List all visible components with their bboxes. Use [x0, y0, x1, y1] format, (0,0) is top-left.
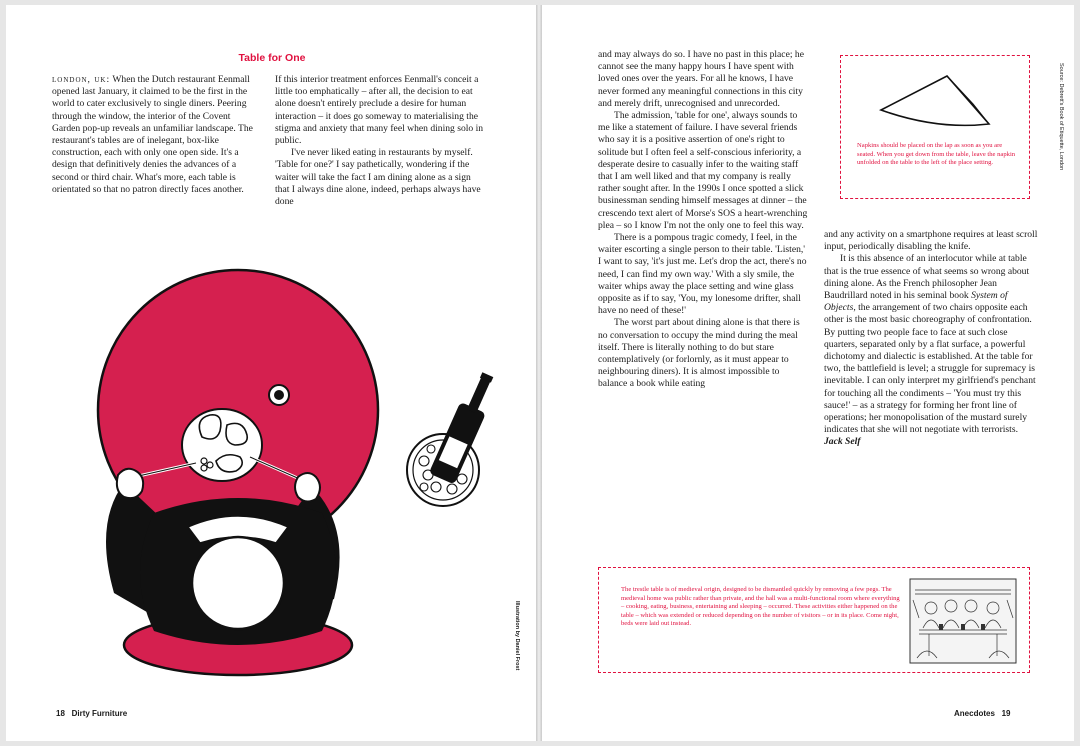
paragraph-part: It is this absence of an interlocutor while at table that is the true essence of what seems so wrong about dining alone. As the French philosopher Jean Baudrillard noted in his seminal book — [824, 253, 1030, 302]
right-column-1 — [598, 49, 810, 391]
paragraph: If this interior treatment enforces Eenmall's conceit a little too emphatically – after all, the decision to eat alone doesn't entirely preclude a desire for human interaction – it does go someway to materialising the stigma and anxiety that many feel when dining solo in public. — [275, 74, 484, 147]
paragraph: I've never liked eating in restaurants by myself. 'Table for one?' I say pathetically, wondering if the waiter will take the fact I am dining alone as a sign that I always dine alone, indeed, perhaps always have done — [275, 147, 481, 208]
page-number: 18 — [56, 709, 65, 718]
intro-text: When the Dutch restaurant Eenmall opened last January, it claimed to be the first in the world to cater exclusively to single diners. Peering through the window, the interior of the Covent Garden pop-up reveals an unfamiliar landscape. The restaurant's tables are of inelegant, box-like construction, each with only one open side. It's a design that definitively denies the advances of a second or third chair. What's more, each table is orientated so that no patron directly faces another. — [52, 74, 253, 195]
round-table-illustration — [6, 265, 536, 685]
folio-left — [56, 709, 127, 718]
article-headline: Table for One — [238, 52, 306, 64]
paragraph-part: , the arrangement of two chairs opposite each other is the most basic choreography of confrontation. By putting two people face to face at such close quarters, separated only by a flat surface, a powerful dichotomy and dialectic is established. At the table for two, the battlefield is level; a struggle for supremacy is inevitable. I can only interpret my girlfriend's penchant for touching all the condiments – 'You must try this sauce!' – as a strategy for forming her front line of operations; her monopolisation of the mustard surely indicates that she will not negotiate with terrorists. — [824, 302, 1036, 436]
folio-right — [954, 709, 1010, 718]
magazine-title: Dirty Furniture — [71, 709, 128, 718]
book-title: System of Objects — [824, 290, 1008, 314]
left-page — [6, 5, 536, 741]
paragraph: and may always do so. I have no past in this place; he cannot see the many happy hours I have spent with loved ones over the years. For all he knows, I have never formed any meaningful connections in this city and merely drift, unrecognised and unrecorded. — [598, 49, 804, 109]
paragraph: There is a pompous tragic comedy, I feel, in the waiter escorting a single person to their table. 'Listen,' I want to say, 'it's just me. Let's drop the act, there's no need, I can find my own way.' With a sly smile, the waiter whips away the place setting and wine glass opposite as if to say, 'You, my lonesome drifter, shall have no need of these!' — [598, 232, 807, 317]
author-signature: Jack Self — [824, 436, 861, 448]
illustration-credit: Illustration by Daniel Frost — [514, 601, 520, 671]
right-page — [542, 5, 1074, 741]
paragraph: and any activity on a smartphone requires at least scroll input, periodically disabling the knife. — [824, 229, 1038, 253]
napkin-icon — [877, 70, 997, 136]
section-title: Anecdotes — [954, 709, 995, 718]
trestle-sidebox — [598, 567, 1030, 673]
woodcut-dining-scene-icon — [909, 578, 1017, 664]
right-column-2 — [824, 229, 1038, 449]
napkin-sidebox — [840, 55, 1030, 199]
napkin-caption: Napkins should be placed on the lap as soon as you are seated. When you get down from the table, leave the napkin unfolded on the table to the left of the place setting. — [857, 142, 1016, 167]
napkin-source: Source: Debrett's Book of Etiquette, London — [1058, 63, 1064, 171]
dateline: london, uk: — [52, 74, 111, 85]
paragraph: The worst part about dining alone is that there is no conversation to occupy the mind during the meal itself. There is literally nothing to do but stare contemplatively (or forlornly, as it must appear to neighbouring diners). It is almost impossible to balance a book while eating — [598, 317, 800, 390]
paragraph: The admission, 'table for one', always sounds to me like a statement of failure. I have several friends who say it is a positive assertion of one's right to solitude but I often feel a self-conscious inferiority, a desperate desire to casually infer to the waiting staff that I am well liked and that my company is really rather sought after. In the 1990s I once spotted a slick businessman sending himself messages at dinner – the crescendo text alert of Morse's SOS a heart-wrenching plea – so I know I'm not the only one to feel this way. — [598, 110, 808, 231]
page-number: 19 — [1001, 709, 1011, 718]
trestle-caption: The trestle table is of medieval origin, designed to be dismantled quickly by removing a few pegs. The medieval home was public rather than private, and the hall was a multi-functional room where everything – cooking, eating, business, entertaining and sleeping – occurred. These activities either happened on the table – which was extended or reduced depending on the number of visitors – or in its place. Come night, beds were laid out instead. — [621, 586, 900, 628]
left-column-2 — [275, 74, 487, 208]
left-column-1 — [52, 74, 260, 196]
